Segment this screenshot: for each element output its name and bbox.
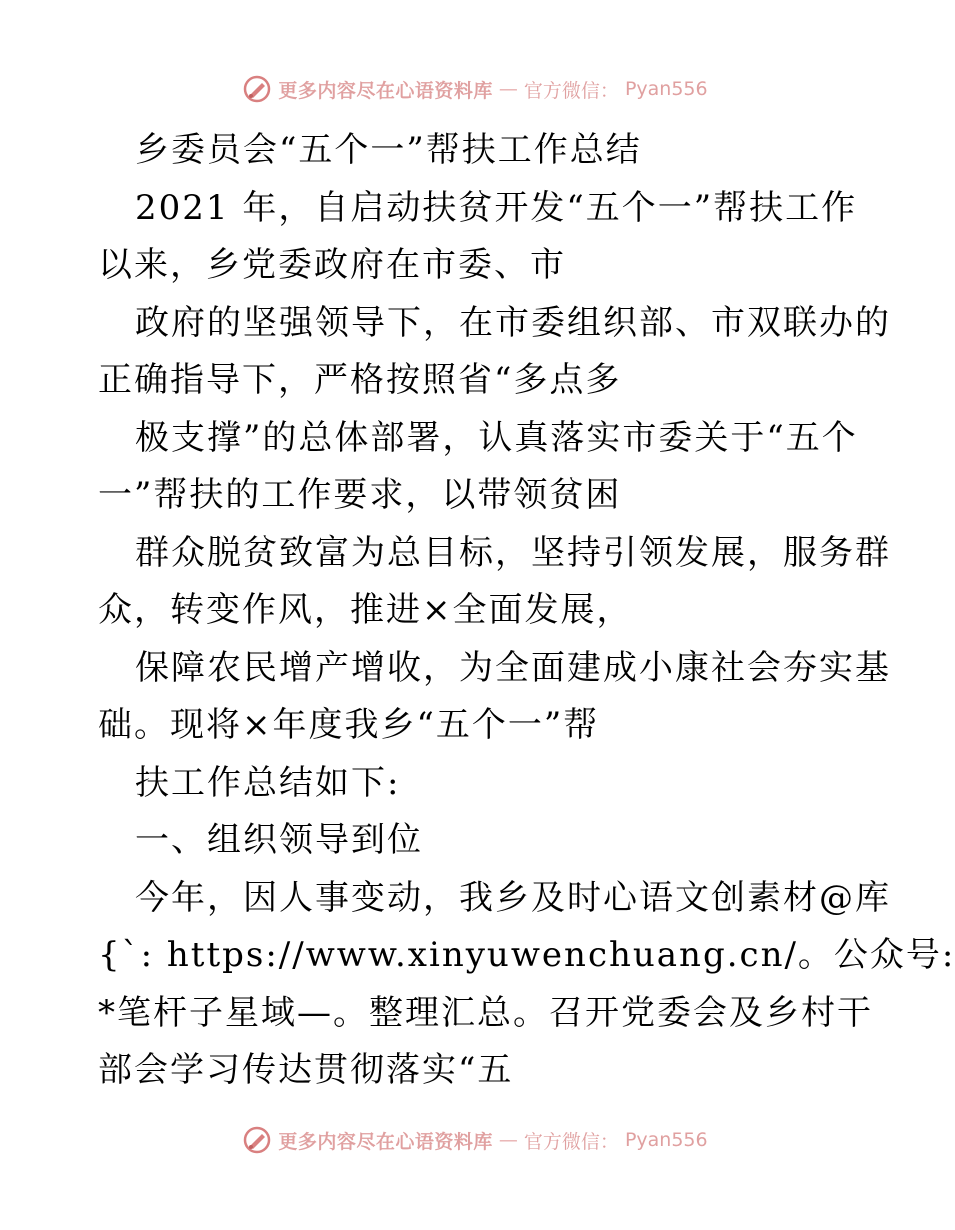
watermark-wechat-label: 官方微信： [523, 79, 619, 102]
paragraph-line: 础。现将×年度我乡“五个一”帮 [98, 705, 600, 745]
paragraph-line: 一”帮扶的工作要求，以带领贫困 [98, 475, 622, 515]
document-body [98, 122, 955, 1100]
paragraph-line: 部会学习传达贯彻落实“五 [98, 1050, 514, 1090]
paragraph-line: 扶工作总结如下: [135, 762, 401, 803]
watermark-wechat-id: Pyan556 [624, 78, 708, 100]
paragraph-line: 群众脱贫致富为总目标，坚持引领发展，服务群 [135, 532, 891, 573]
watermark-wechat-label: 官方微信： [523, 1130, 619, 1153]
watermark-separator: — [498, 78, 518, 100]
watermark-separator: — [498, 1129, 518, 1151]
section-heading: 一、组织领导到位 [135, 820, 423, 860]
watermark-wechat-id: Pyan556 [624, 1129, 708, 1151]
paragraph-line: 保障农民增产增收，为全面建成小康社会夯实基 [135, 647, 891, 688]
watermark-brand-text: 更多内容尽在心语资料库 [278, 79, 493, 102]
header-watermark [0, 74, 950, 104]
paragraph-line: {`: https://www.xinyuwenchuang.cn/。公众号: [98, 935, 955, 975]
brush-logo-icon [242, 1125, 272, 1155]
paragraph-line: 众，转变作风，推进×全面发展， [98, 590, 633, 630]
watermark-brand-text: 更多内容尽在心语资料库 [278, 1130, 493, 1153]
paragraph-line: 今年，因人事变动，我乡及时心语文创素材@库 [135, 877, 891, 918]
paragraph-line: *笔杆子星域—。整理汇总。召开党委会及乡村干 [98, 992, 873, 1033]
paragraph-line: 极支撑”的总体部署，认真落实市委关于“五个 [135, 417, 858, 458]
footer-watermark [0, 1125, 950, 1155]
paragraph-line: 以来，乡党委政府在市委、市 [98, 245, 566, 285]
document-title: 乡委员会“五个一”帮扶工作总结 [135, 130, 642, 170]
brush-logo-icon [242, 74, 272, 104]
paragraph-line: 2021 年，自启动扶贫开发“五个一”帮扶工作 [135, 187, 858, 228]
paragraph-line: 政府的坚强领导下，在市委组织部、市双联办的 [135, 302, 891, 343]
paragraph-line: 正确指导下，严格按照省“多点多 [98, 360, 622, 400]
